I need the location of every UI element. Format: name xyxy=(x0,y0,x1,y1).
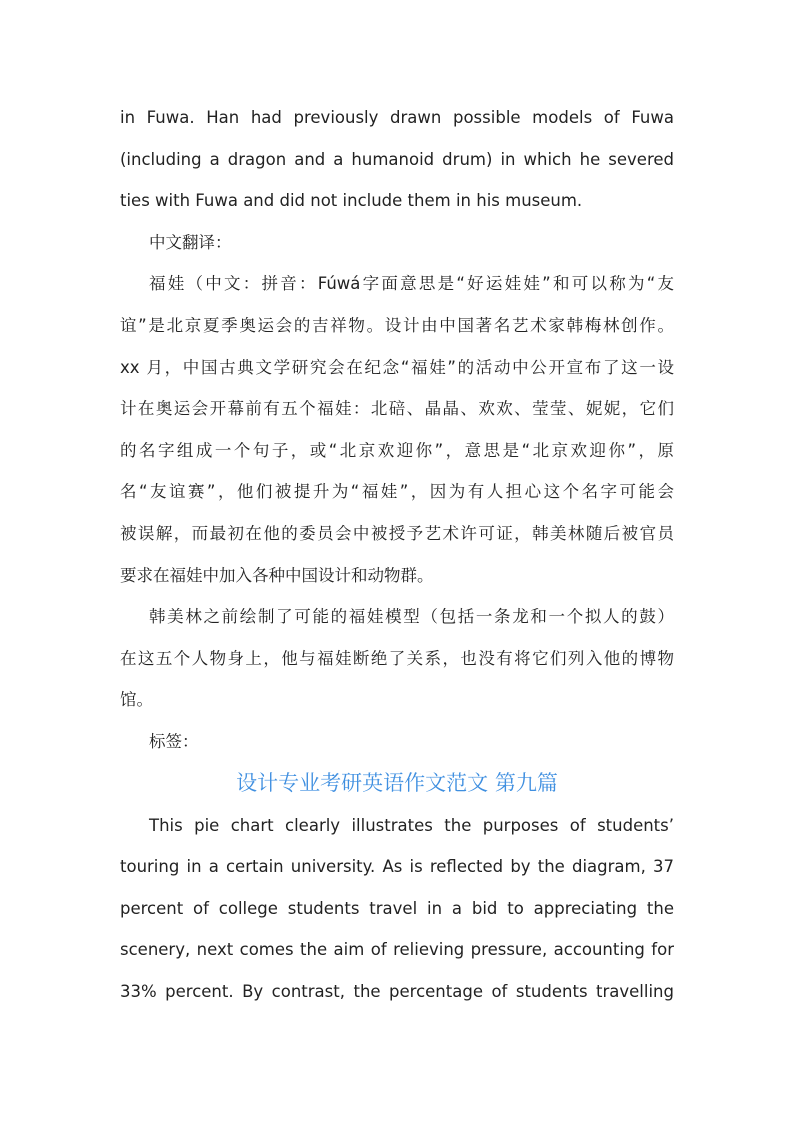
paragraph-english-pie-chart xyxy=(120,805,674,1013)
text-line: scenery, next comes the aim of relieving pressure, accounting for xyxy=(120,940,674,960)
text-line: touring in a certain university. As is reflected by the diagram, 37 xyxy=(120,857,674,877)
text-line: 被误解，而最初在他的委员会中被授予艺术许可证，韩美林随后被官员 xyxy=(120,523,674,543)
text-line: ties with Fuwa and did not include them in his museum. xyxy=(120,191,583,211)
tags-label: 标签： xyxy=(149,731,199,751)
text-line: This pie chart clearly illustrates the purposes of students’ xyxy=(149,815,674,835)
text-line: in Fuwa. Han had previously drawn possible models of Fuwa xyxy=(120,108,674,127)
text-line: 馆。 xyxy=(120,690,153,710)
text-line: 名“友谊赛”，他们被提升为“福娃”，因为有人担心这个名字可能会 xyxy=(120,482,674,502)
text-line: xx 月，中国古典文学研究会在纪念“福娃”的活动中公开宣布了这一设 xyxy=(120,357,674,377)
paragraph-chinese-1 xyxy=(120,263,674,596)
text-line: 福娃（中文：拼音：Fúwá字面意思是“好运娃娃”和可以称为“友 xyxy=(149,274,674,294)
text-line: 在这五个人物身上，他与福娃断绝了关系，也没有将它们列入他的博物 xyxy=(120,648,674,668)
text-line: 谊”是北京夏季奥运会的吉祥物。设计由中国著名艺术家韩梅林创作。 xyxy=(120,315,674,335)
paragraph-chinese-2 xyxy=(120,596,674,721)
translation-label: 中文翻译： xyxy=(149,232,232,252)
text-line: 33% percent. By contrast, the percentage of students travelling xyxy=(120,981,674,1001)
text-line: percent of college students travel in a bid to appreciating the xyxy=(120,898,674,918)
text-line: (including a dragon and a humanoid drum) in which he severed xyxy=(120,149,674,169)
text-line: 要求在福娃中加入各种中国设计和动物群。 xyxy=(120,565,434,585)
text-line: 计在奥运会开幕前有五个福娃：北碚、晶晶、欢欢、莹莹、妮妮，它们 xyxy=(120,399,674,419)
paragraph-english-continued xyxy=(120,97,674,222)
document-page xyxy=(120,97,674,1012)
text-line: 的名字组成一个句子，或“北京欢迎你”，意思是“北京欢迎你”，原 xyxy=(120,440,674,460)
article-heading: 设计专业考研英语作文范文 第九篇 xyxy=(236,770,558,795)
text-line: 韩美林之前绘制了可能的福娃模型（包括一条龙和一个拟人的鼓） xyxy=(149,607,674,627)
